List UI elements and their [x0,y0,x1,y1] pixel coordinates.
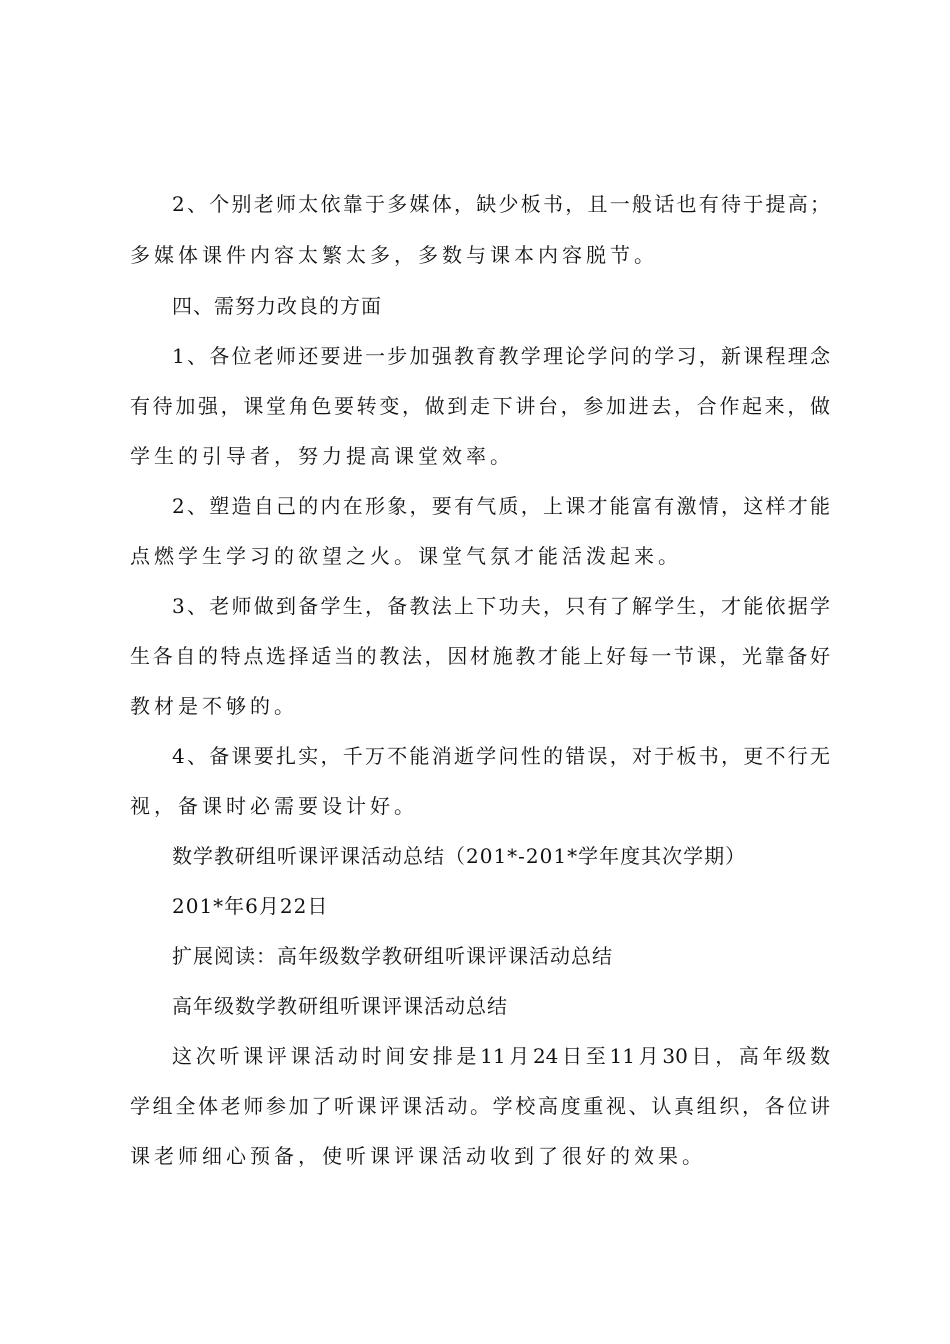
paragraph-line: 3、老师做到备学生，备教法上下功夫，只有了解学生，才能依据学 [172,594,830,618]
paragraph-line: 多媒体课件内容太繁太多，多数与课本内容脱节。 [130,243,658,267]
paragraph-line: 学组全体老师参加了听课评课活动。学校高度重视、认真组织，各位讲 [130,1094,830,1118]
paragraph-line: 这次听课评课活动时间安排是11月24日至11月30日，高年级数 [172,1044,830,1068]
paragraph-line: 生各自的特点选择适当的教法，因材施教才能上好每一节课，光靠备好 [130,644,830,668]
extended-reading-line: 扩展阅读：高年级数学教研组听课评课活动总结 [172,944,613,968]
paragraph-line: 课老师细心预备，使听课评课活动收到了很好的效果。 [130,1144,706,1168]
paragraph-line: 视，备课时必需要设计好。 [130,794,418,818]
section-heading: 四、需努力改良的方面 [172,294,382,318]
paragraph-line: 教材是不够的。 [130,694,298,718]
paragraph-line: 2、塑造自己的内在形象，要有气质，上课才能富有激情，这样才能 [172,494,830,518]
paragraph-line: 1、各位老师还要进一步加强教育教学理论学问的学习，新课程理念 [172,344,830,368]
paragraph-line: 点燃学生学习的欲望之火。课堂气氛才能活泼起来。 [130,544,682,568]
date-line: 201*年6月22日 [172,894,329,918]
document-title-line: 数学教研组听课评课活动总结（201*-201*学年度其次学期） [172,844,747,868]
paragraph-line: 学生的引导者，努力提高课堂效率。 [130,444,514,468]
subtitle-line: 高年级数学教研组听课评课活动总结 [172,994,508,1018]
paragraph-line: 有待加强，课堂角色要转变，做到走下讲台，参加进去，合作起来，做 [130,394,830,418]
paragraph-line: 2、个别老师太依靠于多媒体，缺少板书，且一般话也有待于提高； [172,192,830,216]
paragraph-line: 4、备课要扎实，千万不能消逝学问性的错误，对于板书，更不行无 [172,744,830,768]
